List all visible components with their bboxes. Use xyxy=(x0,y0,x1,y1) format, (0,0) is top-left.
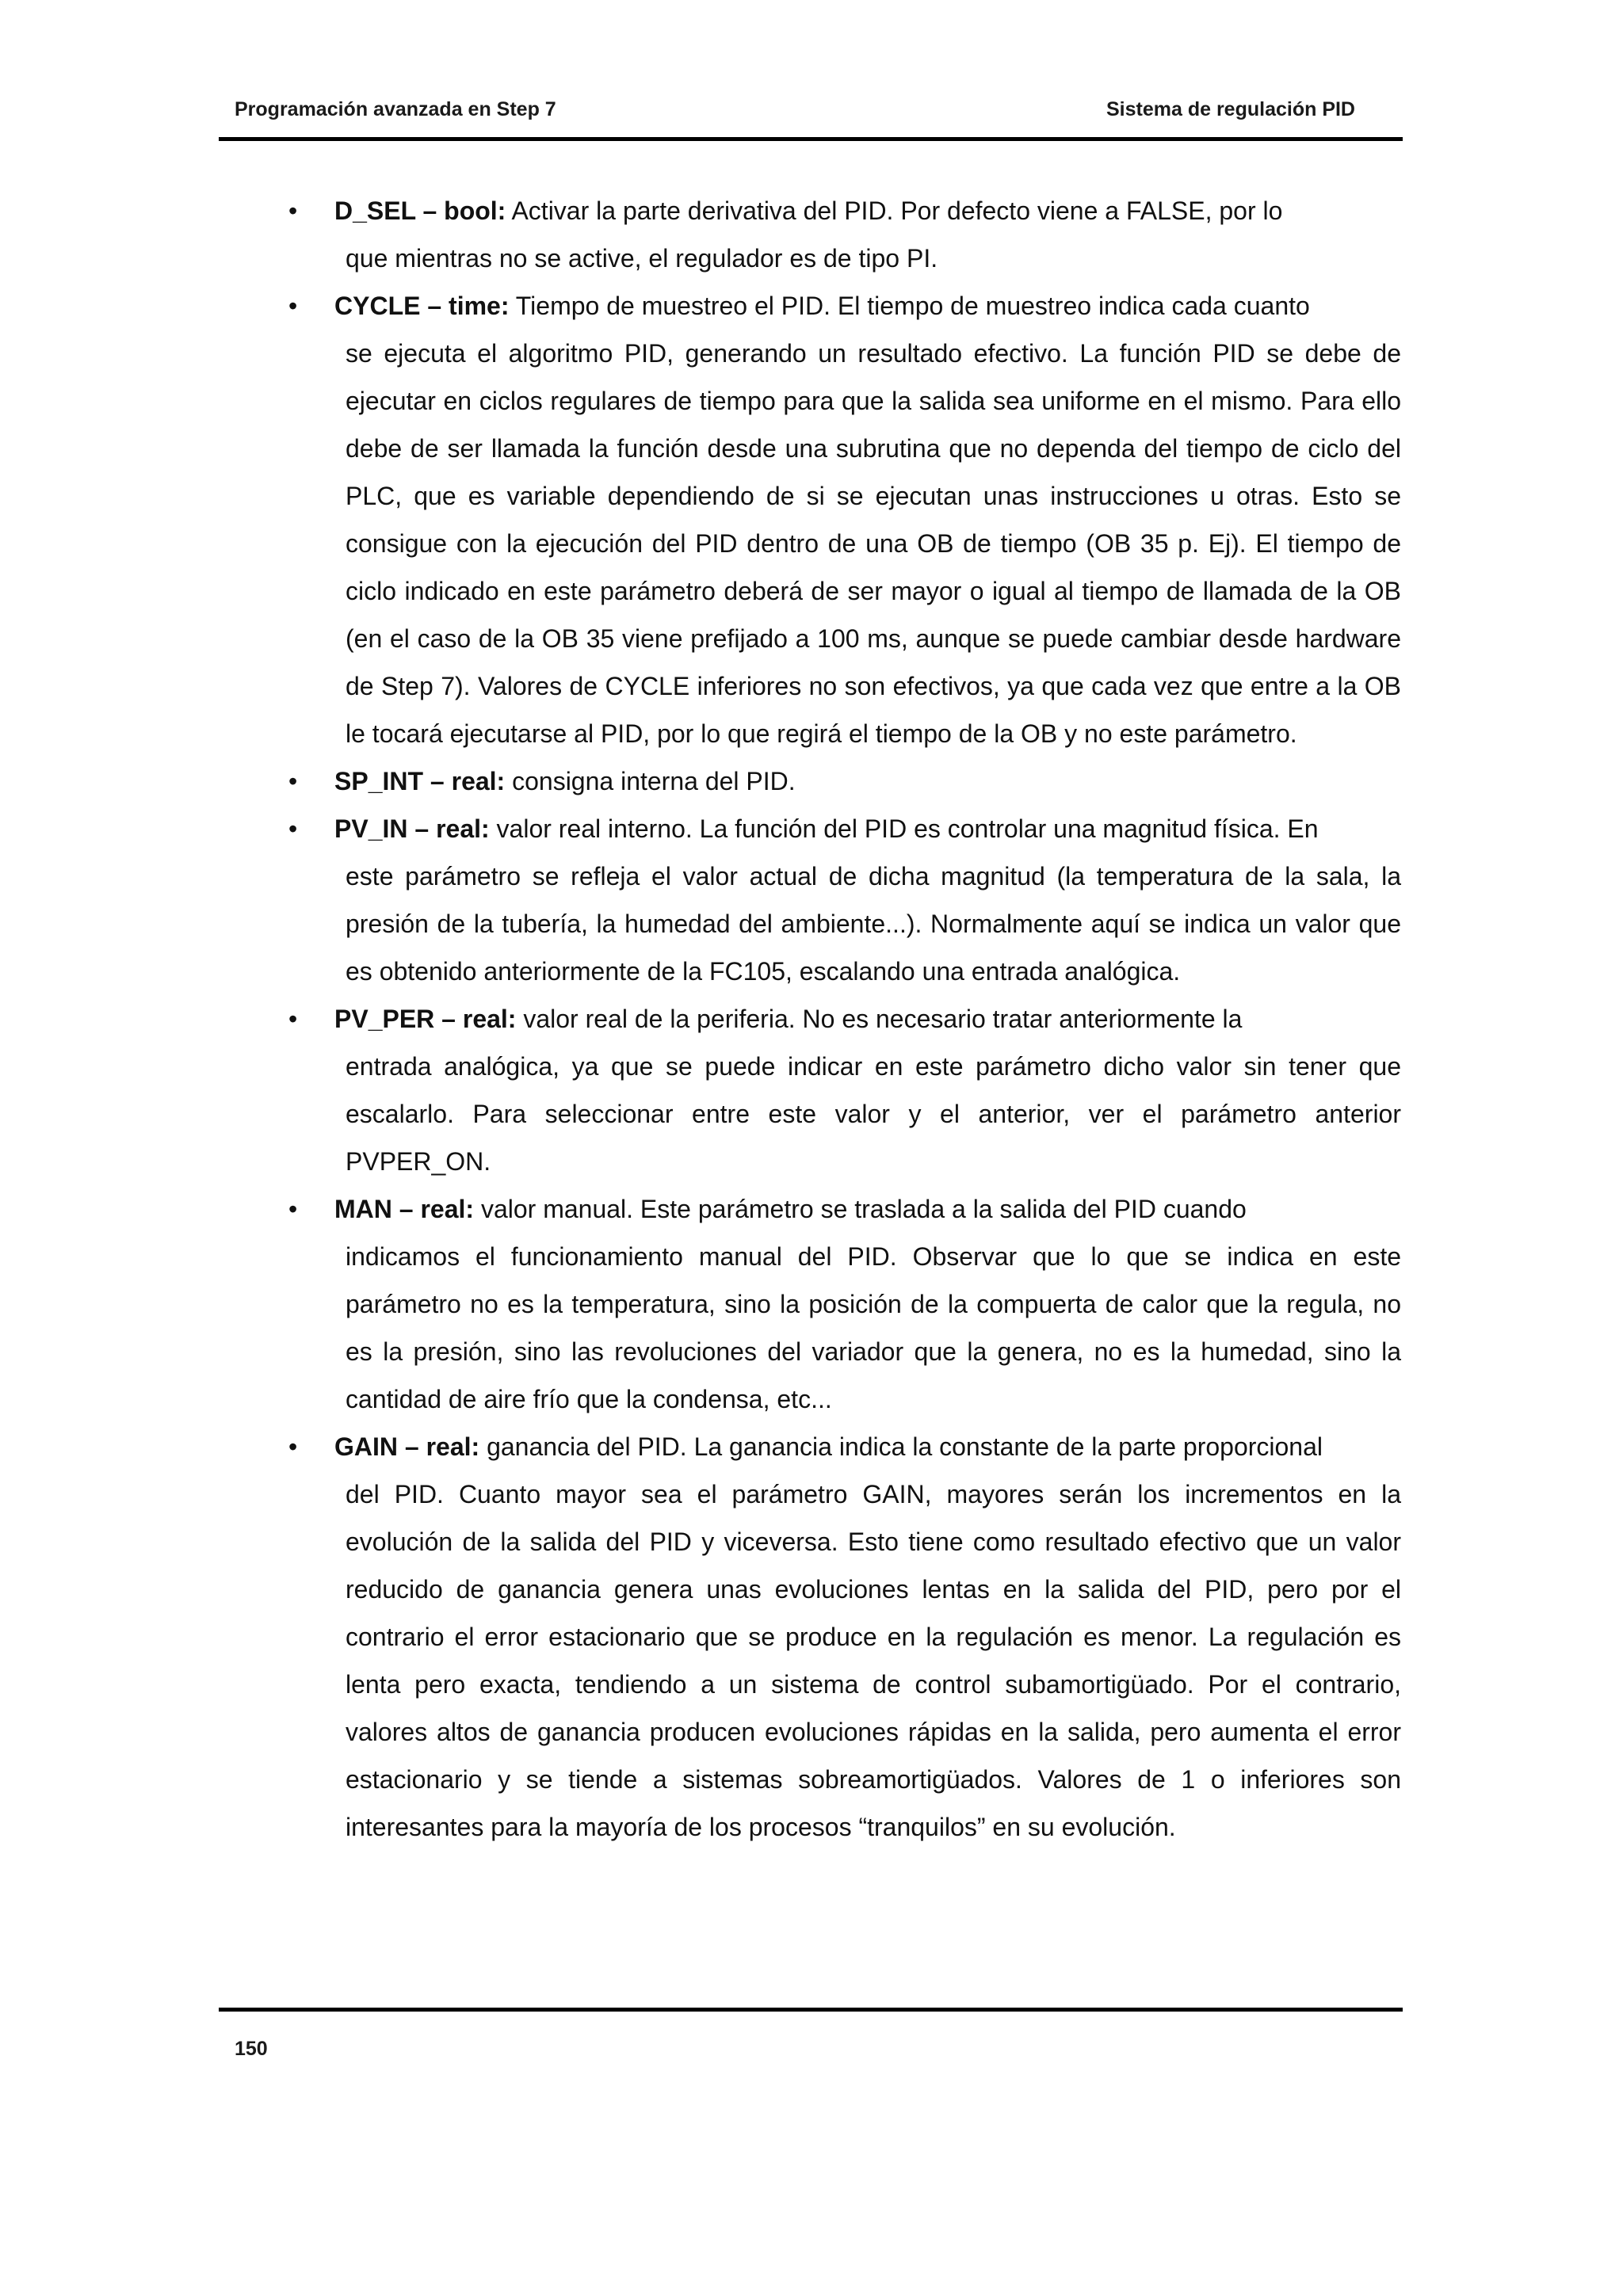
bullet-icon: • xyxy=(288,1432,298,1461)
list-item-text xyxy=(334,282,1403,757)
list-item-text xyxy=(334,757,1403,805)
list-item-text xyxy=(334,1185,1403,1423)
bullet-icon: • xyxy=(288,1005,298,1033)
list-item-man xyxy=(288,1185,1403,1423)
parameter-description-first-line: valor manual. Este parámetro se traslada a la salida del PID cuando xyxy=(474,1195,1247,1223)
list-item-text xyxy=(334,805,1403,995)
parameter-term: PV_PER – real: xyxy=(334,1005,517,1033)
bullet-icon: • xyxy=(288,1195,298,1223)
parameter-description-first-line: valor real de la periferia. No es necesario tratar anteriormente la xyxy=(516,1005,1243,1033)
list-item-gain xyxy=(288,1423,1403,1851)
bullet-icon: • xyxy=(288,814,298,843)
page-header xyxy=(219,89,1403,141)
parameter-description-continuation: este parámetro se refleja el valor actual de dicha magnitud (la temperatura de la sala, la presión de la tubería, la humedad del ambiente...). Normalmente aquí se indica un valor que es obtenido anteriormente de la FC105, escalando una entrada analógica. xyxy=(346,862,1401,986)
list-item-text xyxy=(334,1423,1403,1851)
list-item-text xyxy=(334,187,1403,282)
list-item-pv-per xyxy=(288,995,1403,1185)
bullet-icon: • xyxy=(288,767,298,795)
list-item-text xyxy=(334,995,1403,1185)
list-item-cycle xyxy=(288,282,1403,757)
list-item-pv-in xyxy=(288,805,1403,995)
header-chapter-title: Sistema de regulación PID xyxy=(1106,98,1355,120)
bullet-icon: • xyxy=(288,196,298,225)
parameter-term: D_SEL – bool: xyxy=(334,196,506,225)
parameter-description-continuation: que mientras no se active, el regulador es de tipo PI. xyxy=(346,244,938,273)
parameter-description-first-line: Activar la parte derivativa del PID. Por defecto viene a FALSE, por lo xyxy=(506,196,1283,225)
list-item-d-sel xyxy=(288,187,1403,282)
parameter-description-first-line: ganancia del PID. La ganancia indica la constante de la parte proporcional xyxy=(479,1432,1323,1461)
parameter-term: GAIN – real: xyxy=(334,1432,480,1461)
parameter-term: CYCLE – time: xyxy=(334,292,510,320)
list-item-sp-int xyxy=(288,757,1403,805)
parameter-description-continuation: del PID. Cuanto mayor sea el parámetro GAIN, mayores serán los incrementos en la evolución de la salida del PID y viceversa. Esto tiene como resultado efectivo que un valor reducido de ganancia genera unas evoluciones lentas en la salida del PID, pero por el contrario el error estacionario que se produce en la regulación es menor. La regulación es lenta pero exacta, tendiendo a un sistema de control subamortigüado. Por el contrario, valores altos de ganancia producen evoluciones rápidas en la salida, pero aumenta el error estacionario y se tiende a sistemas sobreamortigüados. Valores de 1 o inferiores son interesantes para la mayoría de los procesos “tranquilos” en su evolución. xyxy=(346,1480,1401,1841)
parameter-term: MAN – real: xyxy=(334,1195,475,1223)
parameter-description-first-line: consigna interna del PID. xyxy=(505,767,796,795)
parameter-description-first-line: Tiempo de muestreo el PID. El tiempo de muestreo indica cada cuanto xyxy=(509,292,1310,320)
parameter-term: PV_IN – real: xyxy=(334,814,490,843)
header-book-title: Programación avanzada en Step 7 xyxy=(235,98,556,120)
parameter-description-continuation: indicamos el funcionamiento manual del PID. Observar que lo que se indica en este parámetro no es la temperatura, sino la posición de la compuerta de calor que la regula, no es la presión, sino las revoluciones del variador que la genera, no es la humedad, sino la cantidad de aire frío que la condensa, etc... xyxy=(346,1242,1401,1413)
parameter-description-first-line: valor real interno. La función del PID es controlar una magnitud física. En xyxy=(489,814,1319,843)
bullet-icon: • xyxy=(288,292,298,320)
footer-divider xyxy=(219,2008,1403,2012)
parameter-list xyxy=(288,187,1403,1851)
parameter-term: SP_INT – real: xyxy=(334,767,506,795)
parameter-description-continuation: se ejecuta el algoritmo PID, generando un resultado efectivo. La función PID se debe de ejecutar en ciclos regulares de tiempo para que la salida sea uniforme en el mismo. Para ello debe de ser llamada la función desde una subrutina que no dependa del tiempo de ciclo del PLC, que es variable dependiendo de si se ejecutan unas instrucciones u otras. Esto se consigue con la ejecución del PID dentro de una OB de tiempo (OB 35 p. Ej). El tiempo de ciclo indicado en este parámetro deberá de ser mayor o igual al tiempo de llamada de la OB (en el caso de la OB 35 viene prefijado a 100 ms, aunque se puede cambiar desde hardware de Step 7). Valores de CYCLE inferiores no son efectivos, ya que cada vez que entre a la OB le tocará ejecutarse al PID, por lo que regirá el tiempo de la OB y no este parámetro. xyxy=(346,339,1401,748)
page-number: 150 xyxy=(235,2038,268,2060)
parameter-description-continuation: entrada analógica, ya que se puede indicar en este parámetro dicho valor sin tener que escalarlo. Para seleccionar entre este valor y el anterior, ver el parámetro anterior PVPER_ON. xyxy=(346,1052,1401,1176)
